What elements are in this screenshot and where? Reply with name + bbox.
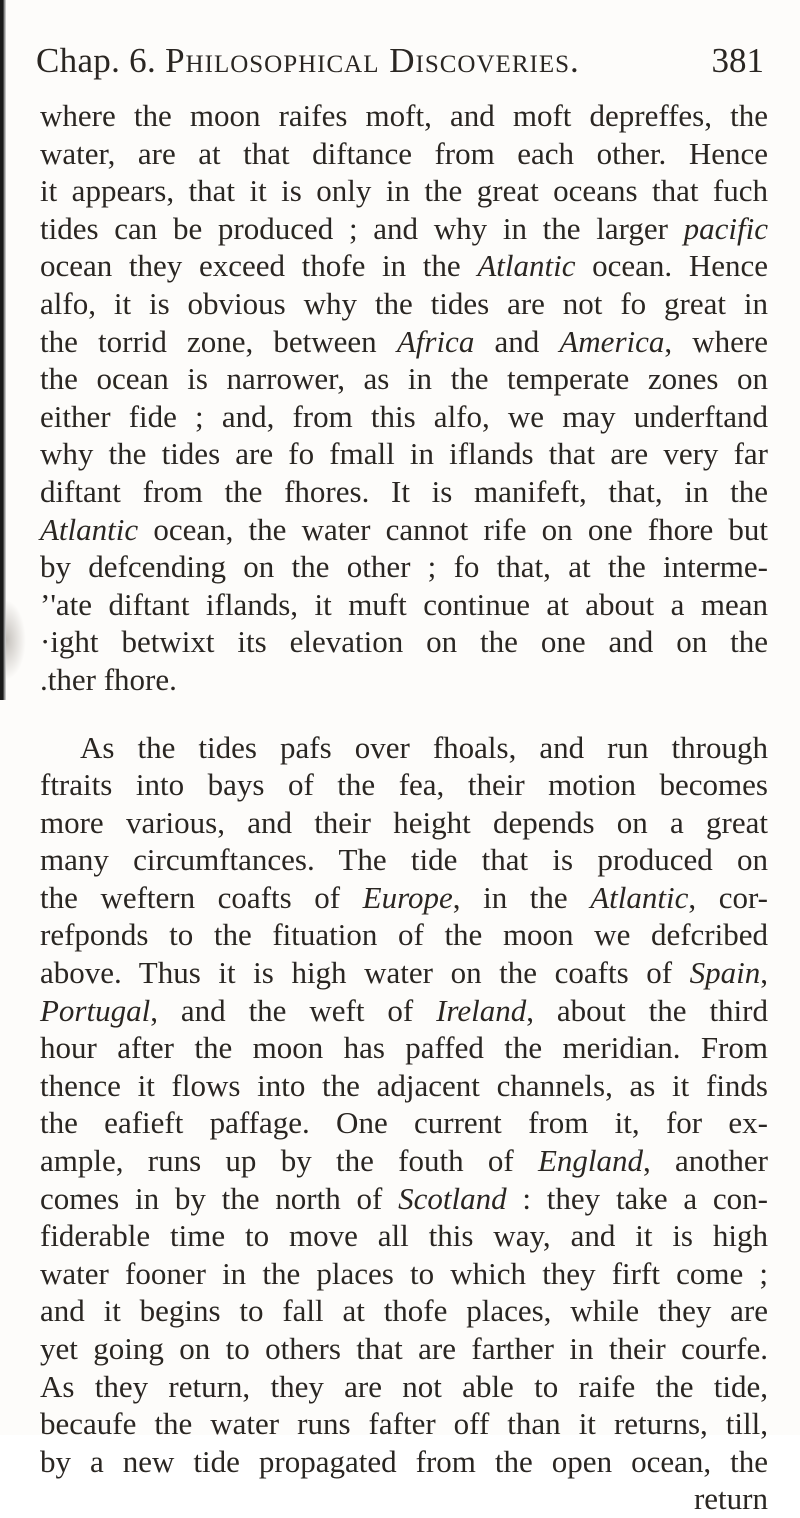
text-line: comes in by the north of Scotland : they take a con- bbox=[40, 1180, 768, 1216]
text-line: ftraits into bays of the fea, their motion becomes bbox=[40, 767, 768, 803]
text-line: Atlantic ocean, the water cannot rife on one fhore but bbox=[40, 511, 768, 547]
text-line: water, are at that diftance from each other. Hence bbox=[40, 135, 768, 171]
text-line: the ocean is narrower, as in the temperate zones on bbox=[40, 361, 768, 397]
italic-term: Scotland bbox=[398, 1180, 507, 1216]
italic-term: Spain bbox=[689, 955, 761, 991]
text-line: Portugal, and the weft of Ireland, about the third bbox=[40, 992, 768, 1028]
text-line: by a new tide propagated from the open ocean, the bbox=[40, 1443, 768, 1479]
italic-term: pacific bbox=[683, 210, 768, 246]
italic-term: Atlantic bbox=[477, 248, 576, 284]
text-line: where the moon raifes moft, and moft depreffes, the bbox=[40, 98, 768, 133]
text-line: why the tides are fo fmall in iflands that are very far bbox=[40, 436, 768, 472]
text-line: above. Thus it is high water on the coafts of Spain, bbox=[40, 955, 768, 991]
paragraph bbox=[40, 729, 768, 1481]
italic-term: Europe bbox=[362, 879, 453, 915]
paragraph-gap bbox=[40, 699, 768, 729]
text-line: tides can be produced ; and why in the larger pacific bbox=[40, 210, 768, 246]
text-line: yet going on to others that are farther in their courfe. bbox=[40, 1331, 768, 1366]
text-line: ocean they exceed thofe in the Atlantic ocean. Hence bbox=[40, 248, 768, 284]
italic-term: Atlantic bbox=[40, 511, 139, 547]
text-line: thence it flows into the adjacent channels, as it finds bbox=[40, 1067, 768, 1103]
text-line: by defcending on the other ; fo that, at the interme- bbox=[40, 549, 768, 585]
chapter-label: Chap. 6. bbox=[36, 41, 157, 80]
italic-term: America bbox=[559, 323, 665, 359]
paragraph bbox=[40, 97, 768, 699]
text-line: the weftern coafts of Europe, in the Atlantic, cor- bbox=[40, 879, 768, 915]
text-line: hour after the moon has paffed the meridian. From bbox=[40, 1030, 768, 1066]
text-line: either fide ; and, from this alfo, we may underftand bbox=[40, 398, 768, 434]
text-line: becaufe the water runs fafter off than it returns, till, bbox=[40, 1406, 768, 1442]
text-line: As they return, they are not able to raife the tide, bbox=[40, 1368, 768, 1404]
page-binding-edge bbox=[0, 0, 6, 700]
text-line: .ther fhore. bbox=[40, 661, 177, 697]
running-head bbox=[36, 36, 580, 86]
italic-term: Portugal bbox=[40, 992, 151, 1028]
text-line: diftant from the fhores. It is manifeft, that, in the bbox=[40, 473, 768, 509]
text-line: fiderable time to move all this way, and it is high bbox=[40, 1218, 768, 1254]
catchword: return bbox=[693, 1481, 768, 1517]
text-line: As the tides pafs over fhoals, and run through bbox=[80, 729, 768, 765]
text-line: and it begins to fall at thofe places, while they are bbox=[40, 1293, 768, 1329]
text-line: alfo, it is obvious why the tides are not fo great in bbox=[40, 285, 768, 321]
text-line: ’'ate diftant iflands, it muft continue at about a mean bbox=[40, 586, 768, 622]
page-number: 381 bbox=[711, 41, 764, 80]
italic-term: Ireland bbox=[436, 992, 527, 1028]
italic-term: England bbox=[537, 1143, 644, 1179]
text-line: it appears, that it is only in the great oceans that fuch bbox=[40, 173, 768, 209]
italic-term: Atlantic bbox=[590, 879, 689, 915]
text-line: ample, runs up by the fouth of England, another bbox=[40, 1143, 768, 1179]
section-title: Philosophical Discoveries. bbox=[165, 41, 580, 80]
italic-term: Africa bbox=[396, 323, 475, 359]
text-line: more various, and their height depends on a great bbox=[40, 804, 768, 840]
text-line: the torrid zone, between Africa and America, where bbox=[40, 323, 769, 359]
text-line: water fooner in the places to which they firft come ; bbox=[40, 1255, 768, 1291]
text-line: ·ight betwixt its elevation on the one and on the bbox=[40, 624, 768, 660]
text-line: many circumftances. The tide that is produced on bbox=[40, 842, 768, 878]
text-line: the eafieft paffage. One current from it, for ex- bbox=[40, 1105, 768, 1141]
text-line: refponds to the fituation of the moon we defcribed bbox=[40, 917, 768, 953]
body-text bbox=[40, 97, 768, 1518]
page-shadow bbox=[6, 600, 26, 680]
running-header bbox=[36, 36, 768, 86]
